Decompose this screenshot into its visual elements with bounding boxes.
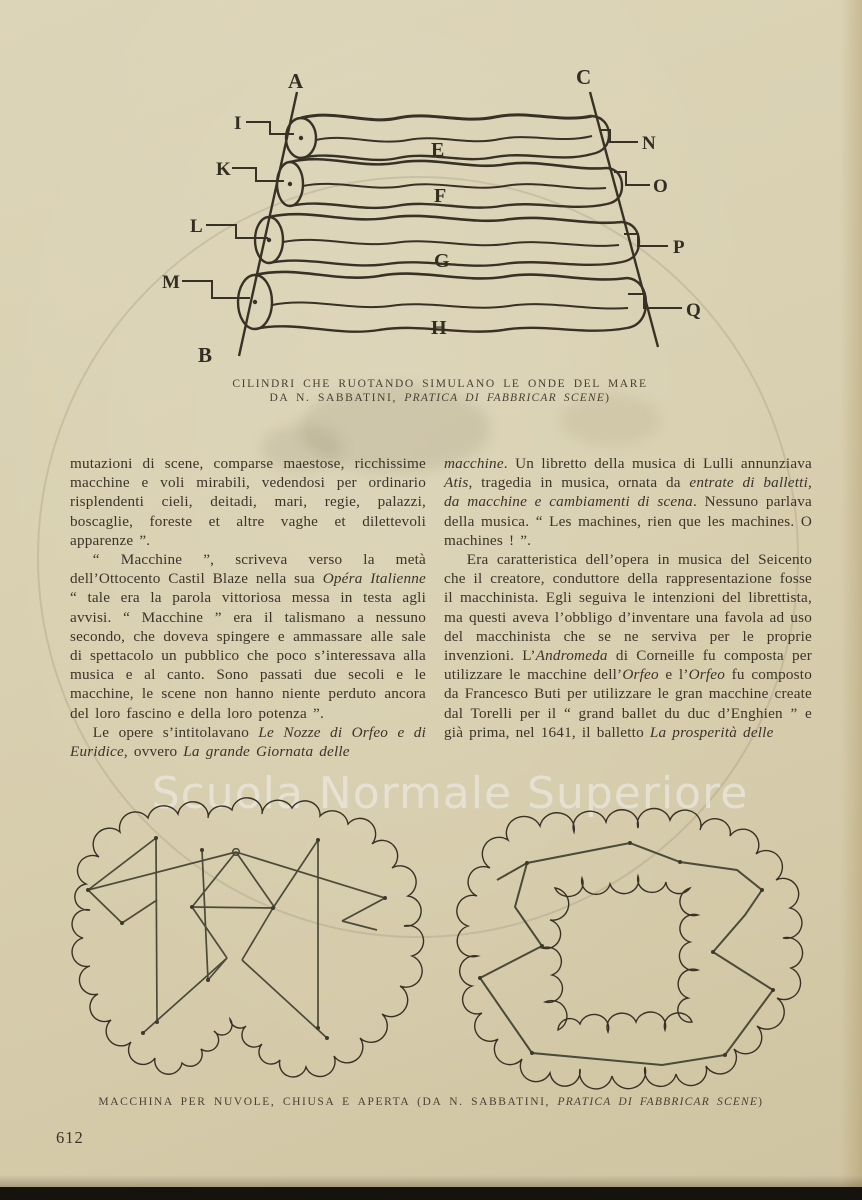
paragraph: macchine. Un libretto della musica di Lulli annunziava Atis, tragedia in musica, ornata da entrate di balletti, da macchine e cambiamenti di scena. Nessuno parlava della musica. “ Les machines, rien que les machines. O machines ! ”.	[444, 455, 813, 549]
figure-bottom-caption: MACCHINA PER NUVOLE, CHIUSA E APERTA (DA N. SABBATINI, PRATICA DI FABBRICAR SCENE)	[98, 1096, 764, 1108]
cylinder-f	[277, 159, 622, 208]
scan-dark-band	[0, 1187, 862, 1200]
folding-mechanism	[88, 838, 385, 1038]
diagram-label-n: N	[642, 133, 656, 154]
diagram-label-m: M	[162, 272, 180, 293]
diagram-label-q: Q	[686, 300, 701, 321]
cylinders-diagram	[150, 60, 720, 370]
paragraph: mutazioni di scene, comparse maestose, ricchissime macchine e voli mirabili, vedendosi per ordinario risplendenti cieli, deitadi, mari, regie, palazzi, boscaglie, foreste et altre vaghe et dilettevoli apparenze ”.	[70, 455, 426, 549]
diagram-label-i: I	[234, 113, 242, 134]
paragraph: Era caratteristica dell’opera in musica del Seicento che il creatore, conduttore della rappresentazione fosse il macchinista. Egli seguiva le intenzioni del librettista, ma questi aveva l’obbligo d’inventare una favola ad uso del macchinista che se ne serviva per le proprie invenzioni. L’Andromeda di Corneille fu composta per utilizzare le macchine dell’Orfeo e l’Orfeo fu composto da Francesco Buti per utilizzare le gran macchine create dal Torelli per il “ grand ballet du duc d’Enghien ” e già prima, nel 1641, il balletto La prosperità delle	[444, 551, 812, 741]
article-body	[70, 454, 812, 761]
diagram-label-h: H	[431, 317, 447, 339]
right-column	[444, 454, 812, 761]
paragraph: Le opere s’intitolavano Le Nozze di Orfeo e di Euridice, ovvero La grande Giornata delle	[70, 723, 426, 761]
diagram-label-f: F	[434, 185, 447, 207]
cloud-outline	[72, 798, 423, 1077]
diagram-label-e: E	[431, 139, 445, 161]
figure-top-caption-line1: CILINDRI CHE RUOTANDO SIMULANO LE ONDE DEL MARE	[232, 378, 648, 390]
figure-top-caption	[110, 377, 770, 405]
page-edge-shading	[840, 0, 862, 1200]
paragraph: “ Macchine ”, scriveva verso la metà dell’Ottocento Castil Blaze nella sua Opéra Italienne “ tale era la parola vittoriosa messa in testa agli avvisi. “ Macchine ” era il talismano a nessuno secondo, che doveva spingere e ammassare alle sale di spettacolo un pubblico che poco s’interessava alla musica e al canto. Sono passati due secoli e le macchine, le scene non hanno niente perduto ancora del loro fascino e della loro potenza ”.	[70, 551, 426, 722]
diagram-label-o: O	[653, 176, 668, 197]
left-column	[70, 454, 426, 761]
diagram-label-l: L	[190, 216, 203, 237]
open-frame	[480, 843, 773, 1065]
cloud-machine-open-figure	[440, 790, 820, 1090]
library-watermark-text: Scuola Normale Superiore	[151, 768, 749, 819]
cloud-machine-closed-figure	[60, 790, 440, 1090]
diagram-label-k: K	[216, 159, 231, 180]
frame-line-ab	[239, 92, 297, 356]
mechanism-joints	[86, 836, 387, 1040]
figure-top-caption-line2: DA N. SABBATINI, PRATICA DI FABBRICAR SCENE)	[269, 392, 611, 404]
page-number: 612	[56, 1128, 84, 1147]
frame-joints	[478, 841, 775, 1057]
diagram-label-a: A	[288, 69, 304, 93]
cylinder-e	[286, 115, 609, 160]
page-edge-shading	[0, 1175, 862, 1187]
diagram-label-p: P	[673, 237, 685, 258]
diagram-label-b: B	[198, 343, 213, 367]
cloud-inner-outline	[542, 876, 698, 1032]
diagram-label-g: G	[434, 250, 450, 272]
diagram-label-c: C	[576, 65, 592, 89]
cloud-outer-outline	[457, 809, 803, 1089]
